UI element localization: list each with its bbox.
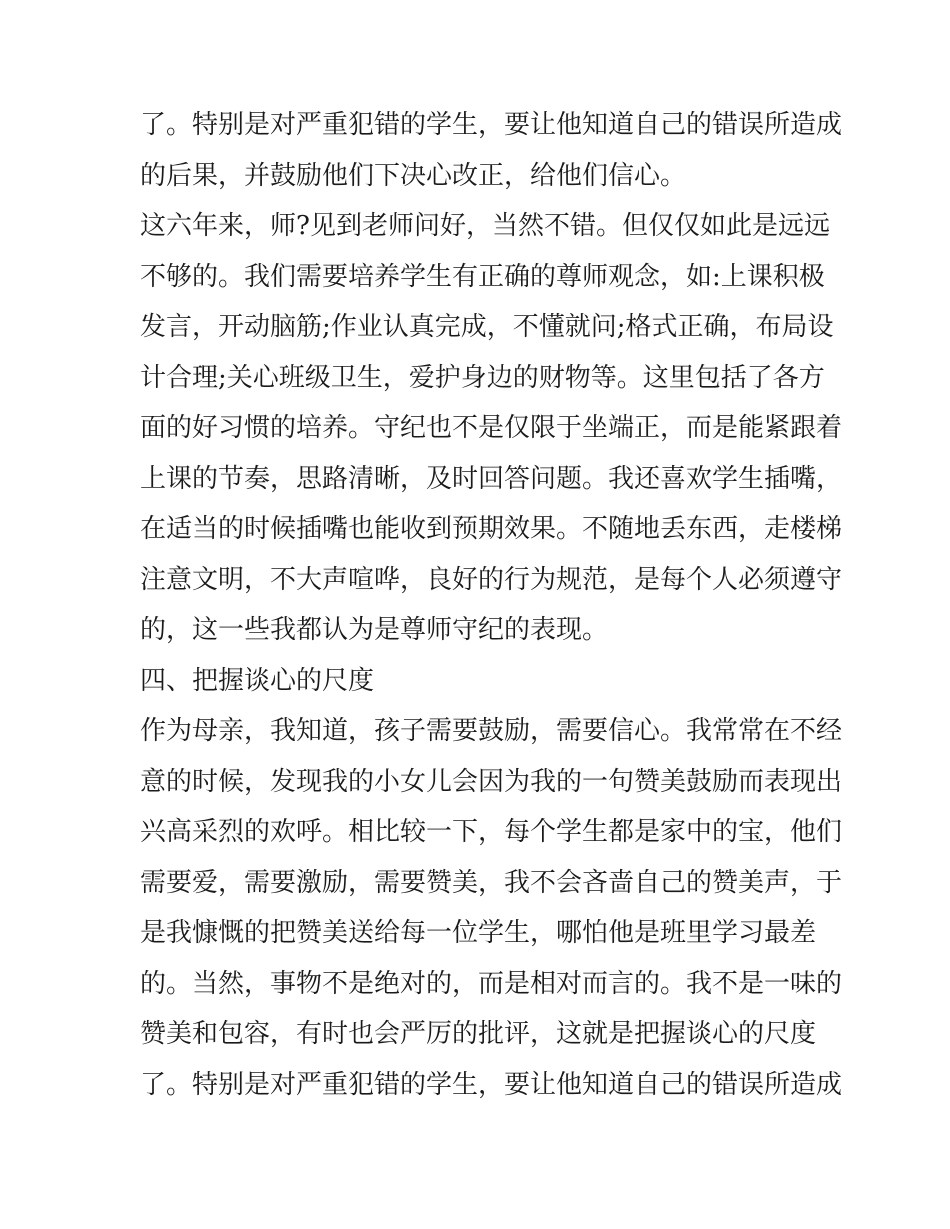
text-line: 的，这一些我都认为是尊师守纪的表现。 (140, 615, 609, 645)
text-line: 不够的。我们需要培养学生有正确的尊师观念，如:上课积极 (140, 261, 825, 292)
text-line: 作为母亲，我知道，孩子需要鼓励，需要信心。我常常在不经 (140, 716, 843, 746)
text-line: 的后果，并鼓励他们下决心改正，给他们信心。 (140, 160, 687, 191)
text-line: 赞美和包容，有时也会严厉的批评，这就是把握谈心的尺度 (140, 1019, 817, 1049)
document-body (140, 100, 843, 1110)
text-line: 了。特别是对严重犯错的学生，要让他知道自己的错误所造成 (140, 110, 843, 140)
text-line: 的。当然，事物不是绝对的，而是相对而言的。我不是一味的 (140, 968, 843, 999)
text-line: 需要爱，需要激励，需要赞美，我不会吝啬自己的赞美声，于 (140, 867, 843, 898)
text-line: 在适当的时候插嘴也能收到预期效果。不随地丢东西，走楼梯 (140, 514, 843, 544)
text-line: 注意文明，不大声喧哗，良好的行为规范，是每个人必须遵守 (140, 564, 843, 595)
text-line: 上课的节奏，思路清晰，及时回答问题。我还喜欢学生插嘴， (140, 463, 843, 494)
text-line: 意的时候，发现我的小女儿会因为我的一句赞美鼓励而表现出 (140, 766, 843, 797)
text-line: 兴高采烈的欢呼。相比较一下，每个学生都是家中的宝，他们 (140, 817, 843, 847)
text-line: 了。特别是对严重犯错的学生，要让他知道自己的错误所造成 (140, 1069, 843, 1100)
text-line: 面的好习惯的培养。守纪也不是仅限于坐端正，而是能紧跟着 (140, 413, 843, 443)
text-line: 计合理;关心班级卫生，爱护身边的财物等。这里包括了各方 (140, 362, 825, 393)
text-line: 这六年来，师?见到老师问好，当然不错。但仅仅如此是远远 (140, 211, 830, 241)
text-line: 发言，开动脑筋;作业认真完成，不懂就问;格式正确，布局设 (140, 312, 834, 342)
text-line: 是我慷慨的把赞美送给每一位学生，哪怕他是班里学习最差 (140, 918, 817, 948)
section-heading: 四、把握谈心的尺度 (140, 665, 375, 696)
